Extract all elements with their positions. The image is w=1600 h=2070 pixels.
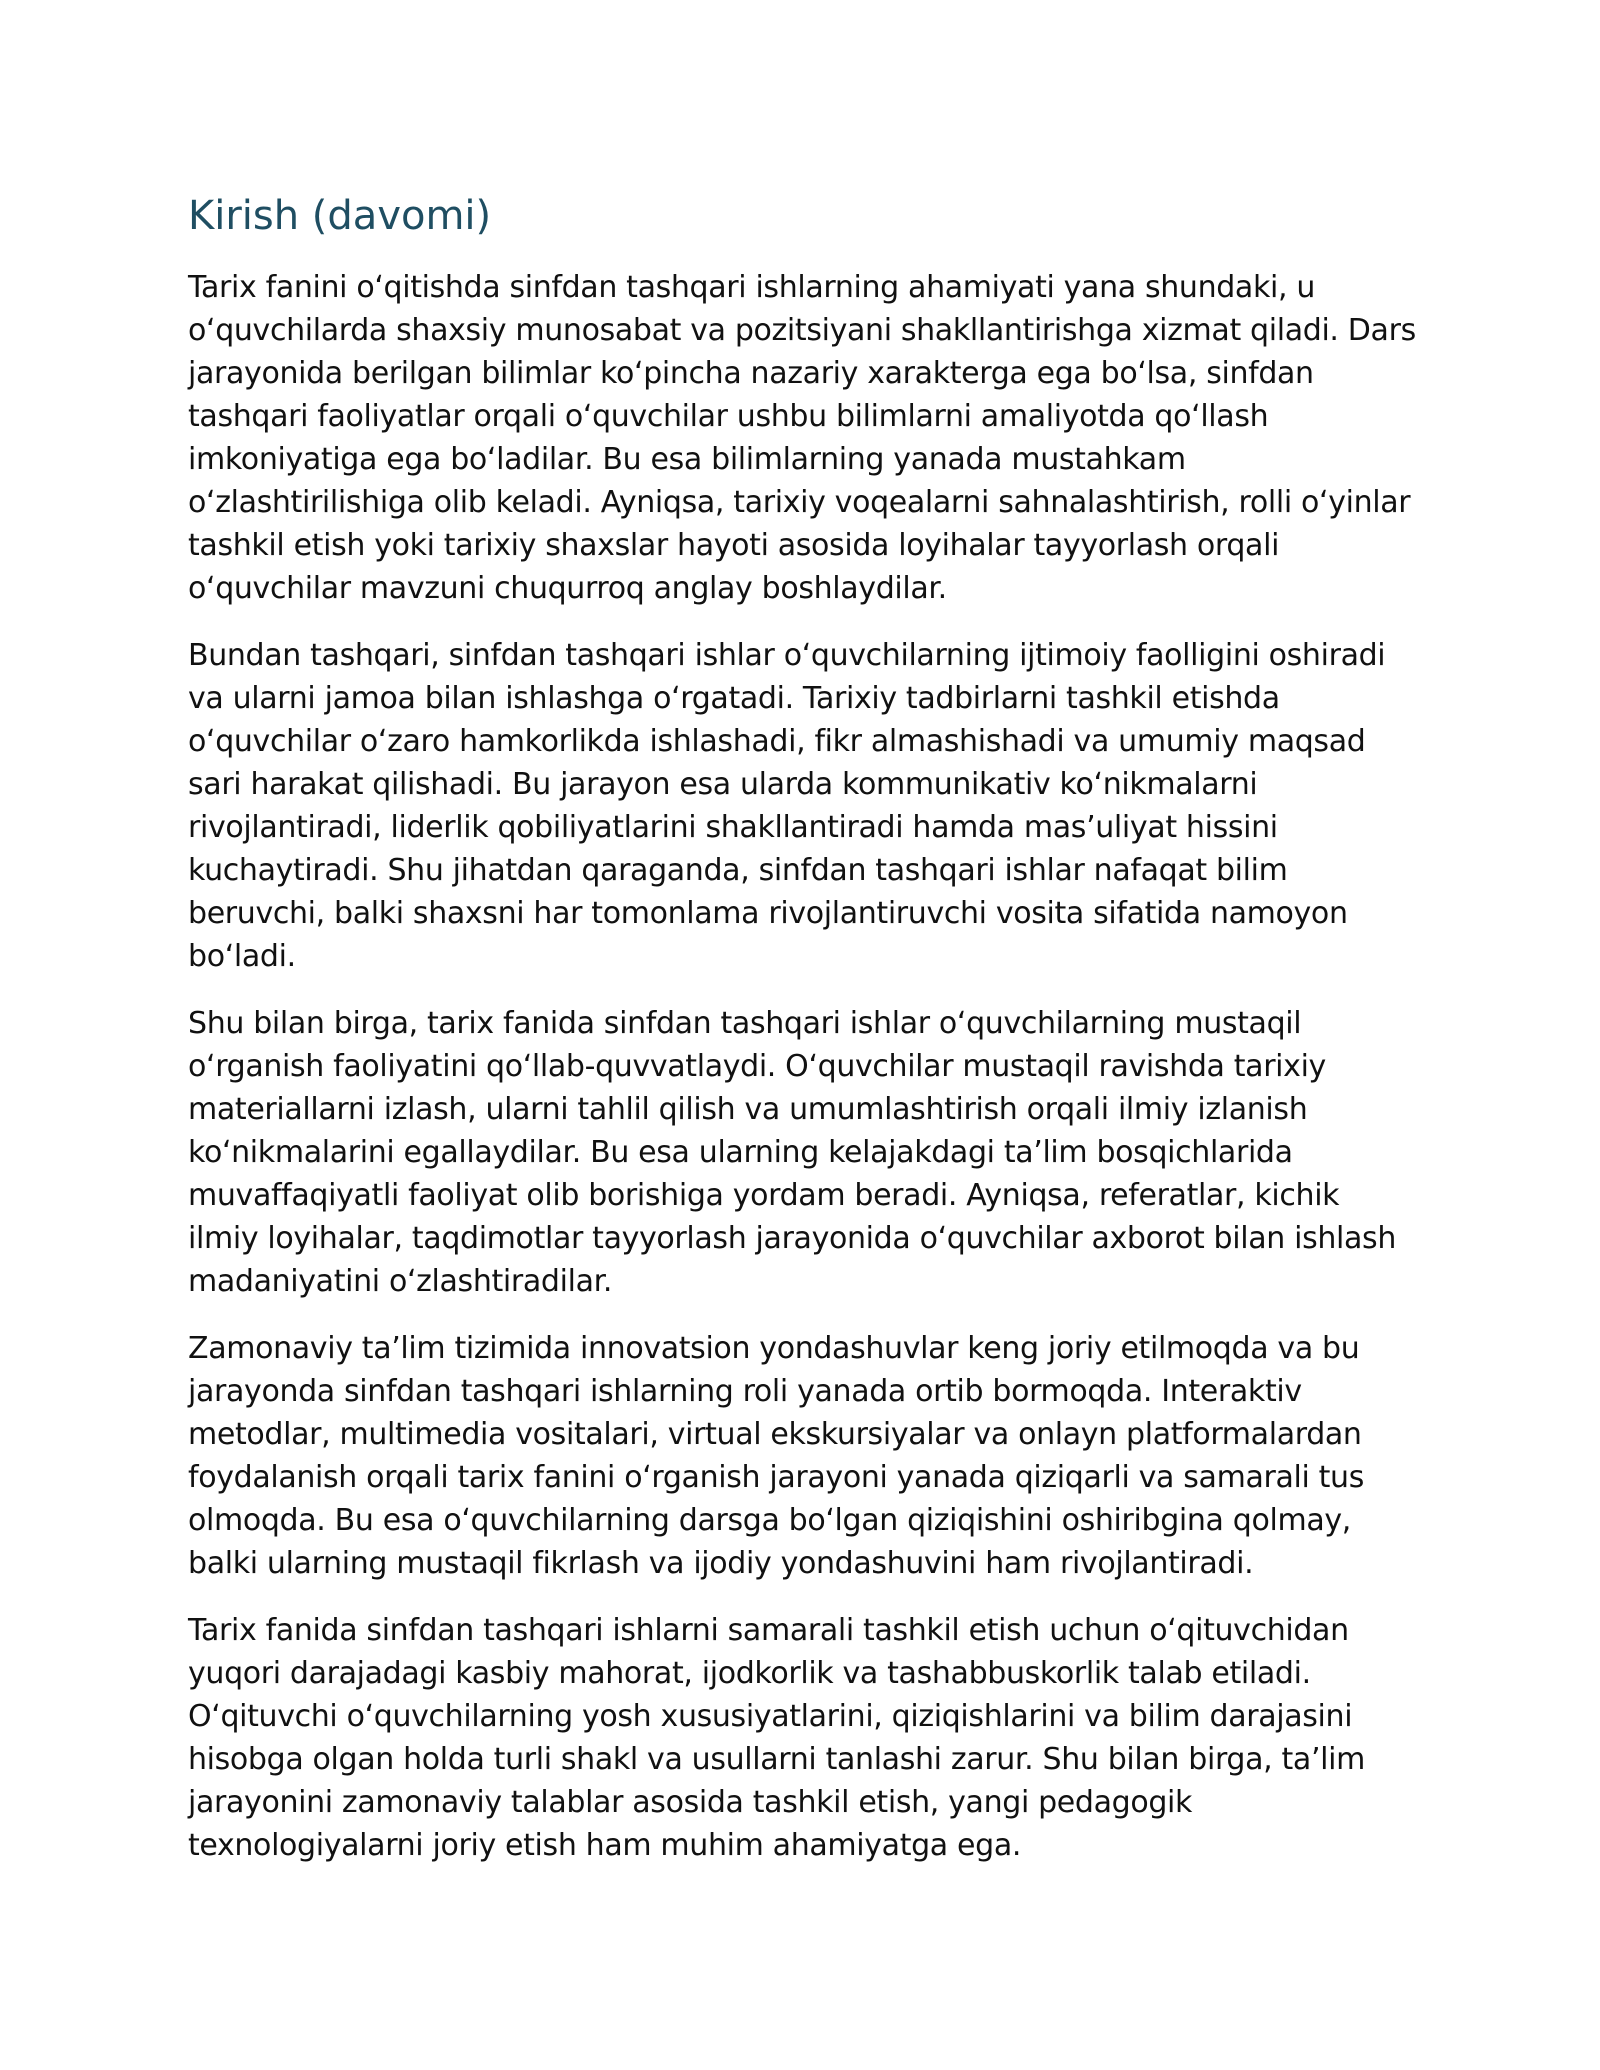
paragraph-1: Tarix fanini o‘qitishda sinfdan tashqari ishlarning ahamiyati yana shundaki, u o‘quvchilarda shaxsiy munosabat va pozitsiyani shakllantirishga xizmat qiladi. Dars jarayonida berilgan bilimlar ko‘pincha nazariy xarakterga ega bo‘lsa, sinfdan tashqari faoliyatlar orqali o‘quvchilar ushbu bilimlarni amaliyotda qo‘llash imkoniyatiga ega bo‘ladilar. Bu esa bilimlarning yanada mustahkam o‘zlashtirilishiga olib keladi. Ayniqsa, tarixiy voqealarni sahnalashtirish, rolli o‘yinlar tashkil etish yoki tarixiy shaxslar hayoti asosida loyihalar tayyorlash orqali o‘quvchilar mavzuni chuqurroq anglay boshlaydilar. xyxy=(188,270,1416,606)
paragraph-4: Zamonaviy ta’lim tizimida innovatsion yondashuvlar keng joriy etilmoqda va bu jarayonda sinfdan tashqari ishlarning roli yanada ortib bormoqda. Interaktiv metodlar, multimedia vositalari, virtual ekskursiyalar va onlayn platformalardan foydalanish orqali tarix fanini o‘rganish jarayoni yanada qiziqarli va samarali tus olmoqda. Bu esa o‘quvchilarning darsga bo‘lgan qiziqishini oshiribgina qolmay, balki ularning mustaqil fikrlash va ijodiy yondashuvini ham rivojlantiradi. xyxy=(188,1331,1365,1581)
section-heading: Kirish (davomi) xyxy=(188,193,492,239)
paragraph-2: Bundan tashqari, sinfdan tashqari ishlar o‘quvchilarning ijtimoiy faolligini oshiradi va ularni jamoa bilan ishlashga o‘rgatadi. Tarixiy tadbirlarni tashkil etishda o‘quvchilar o‘zaro hamkorlikda ishlashadi, fikr almashishadi va umumiy maqsad sari harakat qilishadi. Bu jarayon esa ularda kommunikativ ko‘nikmalarni rivojlantiradi, liderlik qobiliyatlarini shakllantiradi hamda mas’uliyat hissini kuchaytiradi. Shu jihatdan qaraganda, sinfdan tashqari ishlar nafaqat bilim beruvchi, balki shaxsni har tomonlama rivojlantiruvchi vosita sifatida namoyon bo‘ladi. xyxy=(188,638,1386,974)
document-page xyxy=(188,188,1418,1891)
paragraph-3: Shu bilan birga, tarix fanida sinfdan tashqari ishlar o‘quvchilarning mustaqil o‘rganish faoliyatini qo‘llab-quvvatlaydi. O‘quvchilar mustaqil ravishda tarixiy materiallarni izlash, ularni tahlil qilish va umumlashtirish orqali ilmiy izlanish ko‘nikmalarini egallaydilar. Bu esa ularning kelajakdagi ta’lim bosqichlarida muvaffaqiyatli faoliyat olib borishiga yordam beradi. Ayniqsa, referatlar, kichik ilmiy loyihalar, taqdimotlar tayyorlash jarayonida o‘quvchilar axborot bilan ishlash madaniyatini o‘zlashtiradilar. xyxy=(188,1006,1396,1299)
paragraph-5: Tarix fanida sinfdan tashqari ishlarni samarali tashkil etish uchun o‘qituvchidan yuqori darajadagi kasbiy mahorat, ijodkorlik va tashabbuskorlik talab etiladi. O‘qituvchi o‘quvchilarning yosh xususiyatlarini, qiziqishlarini va bilim darajasini hisobga olgan holda turli shakl va usullarni tanlashi zarur. Shu bilan birga, ta’lim jarayonini zamonaviy talablar asosida tashkil etish, yangi pedagogik texnologiyalarni joriy etish ham muhim ahamiyatga ega. xyxy=(188,1613,1365,1863)
